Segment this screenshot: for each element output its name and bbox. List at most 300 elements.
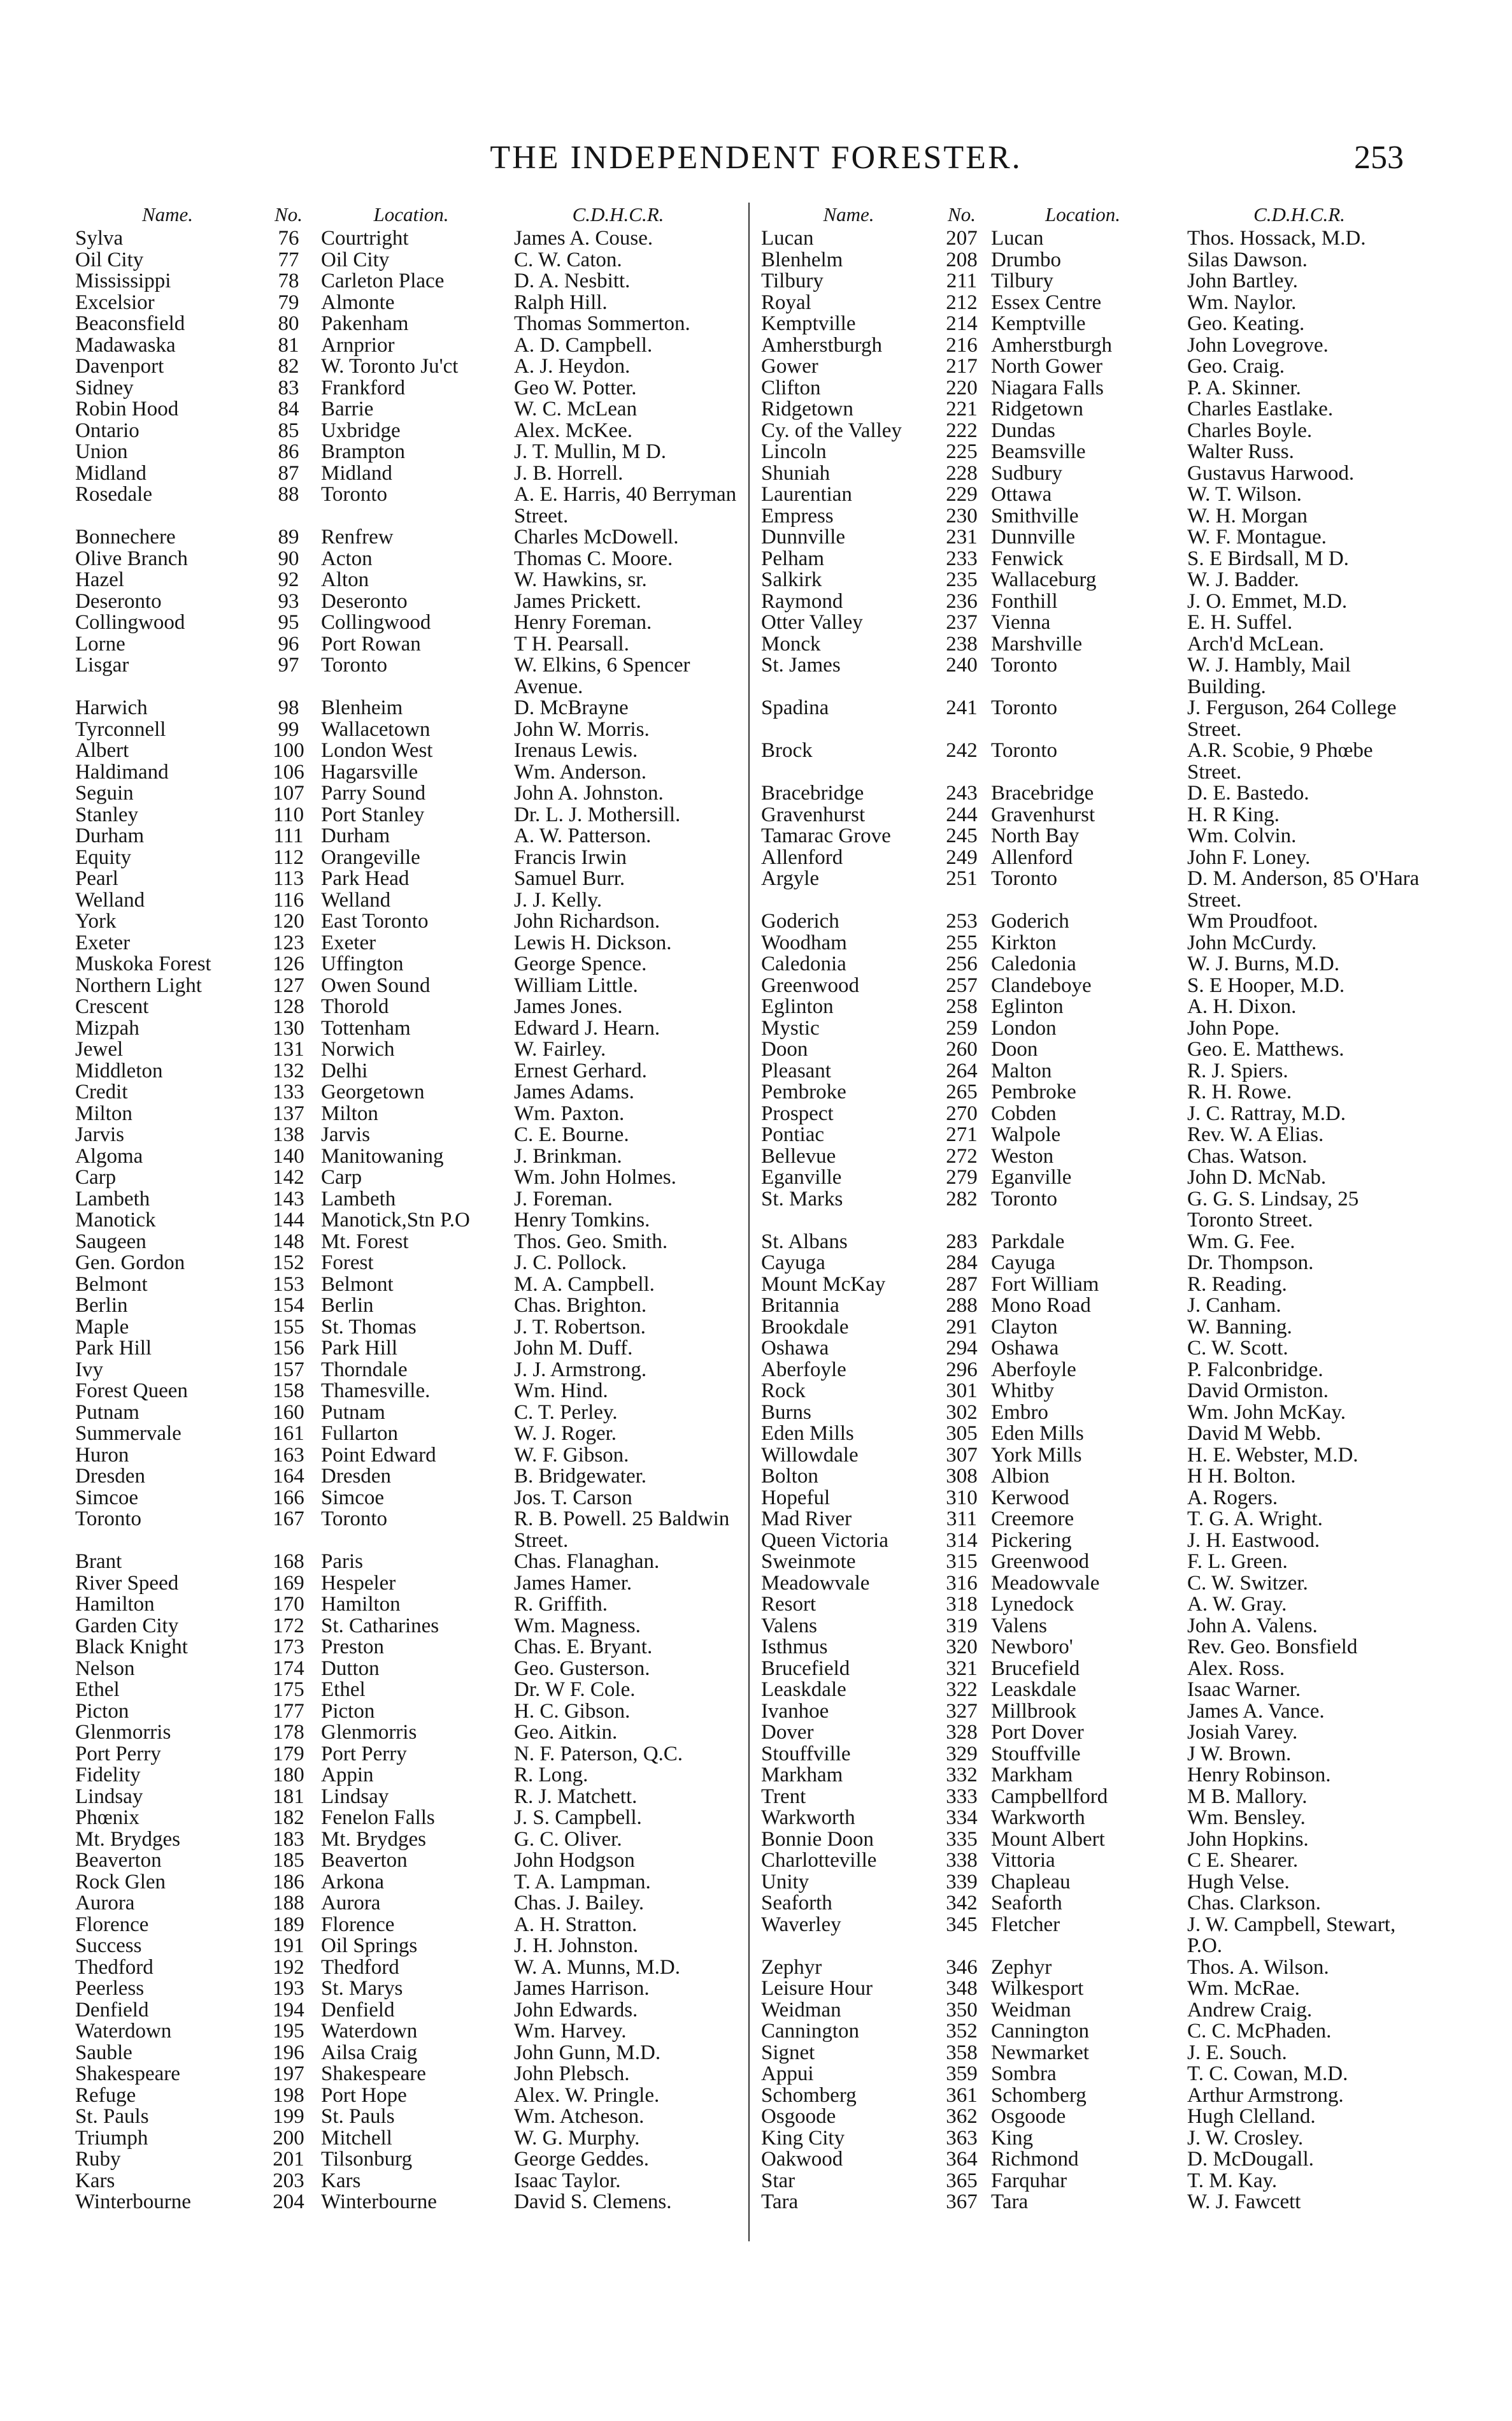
court-number: 128 bbox=[273, 995, 304, 1018]
court-officer: Geo. Craig. bbox=[1187, 355, 1285, 378]
court-number: 255 bbox=[946, 931, 978, 954]
court-location: Georgetown bbox=[321, 1081, 425, 1103]
court-name: Beaverton bbox=[75, 1849, 162, 1872]
court-number: 214 bbox=[946, 312, 978, 335]
court-number: 148 bbox=[273, 1230, 304, 1253]
entry-row bbox=[761, 1765, 1429, 1786]
court-number: 113 bbox=[273, 867, 304, 890]
court-officer: David Ormiston. bbox=[1187, 1379, 1329, 1402]
entry-row bbox=[761, 911, 1429, 933]
court-name: Cy. of the Valley bbox=[761, 419, 902, 442]
entry-row bbox=[761, 1082, 1429, 1103]
court-name: Ontario bbox=[75, 419, 139, 442]
court-location: Orangeville bbox=[321, 845, 420, 869]
court-officer: Charles Eastlake. bbox=[1187, 398, 1334, 420]
court-officer: E. H. Suffel. bbox=[1187, 611, 1293, 634]
court-name: Peerless bbox=[75, 1977, 145, 2000]
court-location: Alton bbox=[321, 568, 369, 591]
court-name: Refuge bbox=[75, 2083, 136, 2107]
court-location: Chapleau bbox=[991, 1870, 1071, 1893]
court-name: Aberfoyle bbox=[761, 1358, 846, 1381]
court-officer: D. McBrayne bbox=[514, 696, 629, 719]
court-officer: J. W. Campbell, Stewart, P.O. bbox=[1187, 1913, 1396, 1957]
court-location: Markham bbox=[991, 1764, 1073, 1786]
column-header bbox=[75, 203, 740, 227]
court-name: York bbox=[75, 910, 117, 933]
court-officer: John Bartley. bbox=[1187, 269, 1298, 292]
court-name: St. Marks bbox=[761, 1187, 843, 1210]
court-location: Toronto bbox=[991, 867, 1058, 890]
entry-row bbox=[761, 783, 1429, 805]
court-officer: Wm. McRae. bbox=[1187, 1977, 1300, 2000]
entry-row bbox=[75, 1402, 740, 1424]
court-location: Preston bbox=[321, 1635, 384, 1658]
court-number: 123 bbox=[273, 931, 304, 954]
court-number: 367 bbox=[946, 2190, 978, 2213]
court-officer: Josiah Varey. bbox=[1187, 1721, 1298, 1744]
court-officer: R. J. Spiers. bbox=[1187, 1059, 1288, 1082]
court-location: Greenwood bbox=[991, 1550, 1089, 1573]
entry-row bbox=[75, 1338, 740, 1360]
court-name: Shakespeare bbox=[75, 2062, 180, 2085]
entry-row bbox=[75, 1978, 740, 2000]
court-location: Sombra bbox=[991, 2062, 1057, 2085]
court-location: Marshville bbox=[991, 632, 1082, 656]
court-location: Richmond bbox=[991, 2148, 1079, 2171]
court-officer: J. Canham. bbox=[1187, 1294, 1281, 1317]
court-number: 339 bbox=[946, 1870, 978, 1893]
court-location: Putnam bbox=[321, 1400, 385, 1424]
court-officer: J. T. Robertson. bbox=[514, 1315, 646, 1339]
court-number: 76 bbox=[278, 227, 299, 250]
entry-row bbox=[761, 826, 1429, 847]
court-number: 92 bbox=[278, 568, 299, 591]
court-location: Tilbury bbox=[991, 269, 1053, 292]
court-location: Welland bbox=[321, 888, 391, 912]
court-location: Thamesville. bbox=[321, 1379, 431, 1402]
entry-row bbox=[75, 847, 740, 869]
entry-row bbox=[761, 1402, 1429, 1424]
court-officer: J. B. Horrell. bbox=[514, 461, 624, 485]
entry-row bbox=[75, 1488, 740, 1509]
entry-row bbox=[75, 463, 740, 485]
court-location: Osgoode bbox=[991, 2105, 1066, 2128]
court-name: Ivy bbox=[75, 1358, 103, 1381]
court-name: Mississippi bbox=[75, 269, 171, 292]
court-number: 296 bbox=[946, 1358, 978, 1381]
entry-row bbox=[761, 1573, 1429, 1595]
court-number: 178 bbox=[273, 1721, 304, 1744]
entry-row bbox=[761, 271, 1429, 292]
court-name: Pearl bbox=[75, 867, 118, 890]
court-officer: Isaac Warner. bbox=[1187, 1678, 1301, 1701]
court-location: Newmarket bbox=[991, 2041, 1089, 2064]
court-name: Algoma bbox=[75, 1144, 143, 1168]
court-location: Essex Centre bbox=[991, 291, 1102, 314]
court-location: W. Toronto Ju'ct bbox=[321, 355, 459, 378]
court-location: Toronto bbox=[991, 654, 1058, 677]
court-number: 153 bbox=[273, 1272, 304, 1296]
court-name: Putnam bbox=[75, 1400, 139, 1424]
court-location: Mt. Brydges bbox=[321, 1827, 426, 1851]
court-location: St. Pauls bbox=[321, 2105, 395, 2128]
court-name: Burns bbox=[761, 1400, 811, 1424]
court-name: Union bbox=[75, 440, 128, 463]
court-name: Oil City bbox=[75, 248, 144, 271]
court-location: Toronto bbox=[991, 739, 1058, 762]
court-officer: H. R King. bbox=[1187, 803, 1280, 826]
court-number: 334 bbox=[946, 1806, 978, 1829]
court-name: Lambeth bbox=[75, 1187, 150, 1210]
court-location: Port Perry bbox=[321, 1742, 407, 1765]
court-name: Eganville bbox=[761, 1166, 842, 1189]
court-officer: George Spence. bbox=[514, 952, 647, 975]
court-location: Deseronto bbox=[321, 589, 408, 613]
court-officer: James Hamer. bbox=[514, 1571, 632, 1595]
court-officer: R. Reading. bbox=[1187, 1272, 1287, 1296]
court-name: Schomberg bbox=[761, 2083, 857, 2107]
entry-row bbox=[761, 1253, 1429, 1274]
court-name: Olive Branch bbox=[75, 547, 188, 570]
court-name: Beaconsfield bbox=[75, 312, 185, 335]
court-location: Drumbo bbox=[991, 248, 1061, 271]
court-name: Brucefield bbox=[761, 1656, 850, 1680]
court-name: Saugeen bbox=[75, 1230, 146, 1253]
court-number: 228 bbox=[946, 461, 978, 485]
court-name: Rosedale bbox=[75, 483, 152, 506]
entry-row bbox=[75, 271, 740, 292]
court-name: Deseronto bbox=[75, 589, 162, 613]
entry-row bbox=[761, 1360, 1429, 1381]
entry-row bbox=[75, 2171, 740, 2192]
court-location: Barrie bbox=[321, 398, 374, 420]
court-officer: A. D. Campbell. bbox=[514, 333, 653, 357]
court-officer: Thos. Hossack, M.D. bbox=[1187, 227, 1366, 250]
court-location: Lambeth bbox=[321, 1187, 396, 1210]
court-number: 164 bbox=[273, 1465, 304, 1488]
court-location: Goderich bbox=[991, 910, 1069, 933]
court-name: Tyrconnell bbox=[75, 717, 166, 741]
court-number: 192 bbox=[273, 1955, 304, 1979]
court-number: 264 bbox=[946, 1059, 978, 1082]
court-officer: Lewis H. Dickson. bbox=[514, 931, 672, 954]
court-name: Laurentian bbox=[761, 483, 852, 506]
court-officer: James Harrison. bbox=[514, 1977, 650, 2000]
entry-row bbox=[761, 1701, 1429, 1723]
court-officer: Henry Robinson. bbox=[1187, 1764, 1331, 1786]
entry-row bbox=[761, 1381, 1429, 1402]
court-number: 294 bbox=[946, 1337, 978, 1360]
court-name: Leisure Hour bbox=[761, 1977, 873, 2000]
court-location: Wilkesport bbox=[991, 1977, 1084, 2000]
court-number: 314 bbox=[946, 1528, 978, 1552]
court-officer: John Plebsch. bbox=[514, 2062, 630, 2085]
court-officer: W. H. Morgan bbox=[1187, 504, 1308, 528]
court-officer: F. L. Green. bbox=[1187, 1550, 1288, 1573]
court-officer: John F. Loney. bbox=[1187, 845, 1311, 869]
court-officer: R. B. Powell. 25 Baldwin Street. bbox=[514, 1507, 730, 1552]
court-location: Dunnville bbox=[991, 526, 1075, 549]
court-number: 365 bbox=[946, 2169, 978, 2192]
court-officer: Ernest Gerhard. bbox=[514, 1059, 647, 1082]
entry-row bbox=[761, 2192, 1429, 2213]
court-officer: J. C. Pollock. bbox=[514, 1251, 627, 1274]
court-name: Bonnechere bbox=[75, 526, 176, 549]
court-officer: John W. Morris. bbox=[514, 717, 650, 741]
court-number: 169 bbox=[273, 1571, 304, 1595]
court-location: Brampton bbox=[321, 440, 405, 463]
court-number: 138 bbox=[273, 1123, 304, 1146]
court-name: Hamilton bbox=[75, 1593, 155, 1616]
court-location: Norwich bbox=[321, 1038, 395, 1061]
court-officer: R. J. Matchett. bbox=[514, 1785, 638, 1808]
court-name: Garden City bbox=[75, 1614, 179, 1637]
court-name: Britannia bbox=[761, 1294, 839, 1317]
court-location: Oil Springs bbox=[321, 1934, 418, 1957]
entry-row bbox=[75, 2064, 740, 2085]
court-officer: John A. Valens. bbox=[1187, 1614, 1318, 1637]
court-name: Aurora bbox=[75, 1892, 135, 1915]
entry-row bbox=[761, 1658, 1429, 1680]
court-location: Schomberg bbox=[991, 2083, 1087, 2107]
entry-row bbox=[761, 2064, 1429, 2085]
court-officer: Dr. Thompson. bbox=[1187, 1251, 1314, 1274]
court-name: Spadina bbox=[761, 696, 829, 719]
court-officer: C. E. Bourne. bbox=[514, 1123, 629, 1146]
court-number: 154 bbox=[273, 1294, 304, 1317]
court-number: 287 bbox=[946, 1272, 978, 1296]
entry-row bbox=[761, 2000, 1429, 2022]
court-officer: John Hopkins. bbox=[1187, 1827, 1309, 1851]
court-location: Toronto bbox=[991, 696, 1058, 719]
court-number: 352 bbox=[946, 2020, 978, 2043]
entry-row bbox=[75, 868, 740, 890]
court-officer: Wm. Anderson. bbox=[514, 760, 647, 784]
court-officer: A. W. Gray. bbox=[1187, 1593, 1287, 1616]
court-name: Exeter bbox=[75, 931, 131, 954]
court-location: Pickering bbox=[991, 1528, 1072, 1552]
entry-row bbox=[761, 1679, 1429, 1701]
court-number: 338 bbox=[946, 1849, 978, 1872]
court-officer: C. W. Switzer. bbox=[1187, 1571, 1308, 1595]
court-name: Black Knight bbox=[75, 1635, 188, 1658]
court-name: Credit bbox=[75, 1081, 128, 1103]
court-name: Park Hill bbox=[75, 1337, 152, 1360]
header-name: Name. bbox=[823, 203, 874, 226]
court-officer: J. S. Campbell. bbox=[514, 1806, 642, 1829]
court-number: 199 bbox=[273, 2105, 304, 2128]
court-name: Port Perry bbox=[75, 1742, 161, 1765]
court-location: Wallacetown bbox=[321, 717, 431, 741]
court-officer: M. A. Campbell. bbox=[514, 1272, 655, 1296]
court-name: Raymond bbox=[761, 589, 843, 613]
court-officer: W. F. Gibson. bbox=[514, 1443, 629, 1467]
court-location: St. Marys bbox=[321, 1977, 403, 2000]
court-number: 98 bbox=[278, 696, 299, 719]
entry-row bbox=[75, 612, 740, 634]
court-number: 283 bbox=[946, 1230, 978, 1253]
court-location: Oil City bbox=[321, 248, 390, 271]
court-location: Milton bbox=[321, 1102, 378, 1125]
court-number: 172 bbox=[273, 1614, 304, 1637]
entry-row bbox=[75, 2149, 740, 2171]
header-name: Name. bbox=[141, 203, 194, 226]
court-location: Allenford bbox=[991, 845, 1073, 869]
court-number: 208 bbox=[946, 248, 978, 271]
entry-row bbox=[761, 356, 1429, 378]
entry-row bbox=[761, 1915, 1429, 1957]
entry-row bbox=[75, 1189, 740, 1210]
right-entries bbox=[761, 228, 1429, 2213]
header-no: No. bbox=[275, 203, 303, 226]
court-officer: W. T. Wilson. bbox=[1187, 483, 1302, 506]
entry-row bbox=[75, 1807, 740, 1829]
court-officer: Rev. W. A Elias. bbox=[1187, 1123, 1324, 1146]
court-officer: A. E. Harris, 40 Berryman Street. bbox=[514, 483, 737, 528]
court-name: Eglinton bbox=[761, 995, 834, 1018]
court-location: Farquhar bbox=[991, 2169, 1067, 2192]
court-officer: Wm. Hind. bbox=[514, 1379, 608, 1402]
court-officer: J. O. Emmet, M.D. bbox=[1187, 589, 1348, 613]
court-officer: John D. McNab. bbox=[1187, 1166, 1327, 1189]
court-officer: John M. Duff. bbox=[514, 1337, 633, 1360]
court-officer: A. W. Patterson. bbox=[514, 824, 652, 847]
court-location: Tottenham bbox=[321, 1016, 411, 1040]
entry-row bbox=[75, 1872, 740, 1893]
court-officer: James A. Vance. bbox=[1187, 1699, 1325, 1723]
court-number: 348 bbox=[946, 1977, 978, 2000]
court-name: Trent bbox=[761, 1785, 806, 1808]
court-number: 291 bbox=[946, 1315, 978, 1339]
court-number: 168 bbox=[273, 1550, 304, 1573]
court-name: Harwich bbox=[75, 696, 148, 719]
court-name: Tilbury bbox=[761, 269, 824, 292]
court-number: 222 bbox=[946, 419, 978, 442]
court-name: Star bbox=[761, 2169, 795, 2192]
entry-row bbox=[761, 1551, 1429, 1573]
court-officer: Wm. Colvin. bbox=[1187, 824, 1297, 847]
court-location: Thorndale bbox=[321, 1358, 408, 1381]
court-number: 321 bbox=[946, 1656, 978, 1680]
court-number: 155 bbox=[273, 1315, 304, 1339]
court-name: Resort bbox=[761, 1593, 817, 1616]
court-number: 329 bbox=[946, 1742, 978, 1765]
court-location: Arnprior bbox=[321, 333, 395, 357]
court-officer: J W. Brown. bbox=[1187, 1742, 1292, 1765]
entry-row bbox=[761, 1039, 1429, 1061]
court-officer: Wm. Bensley. bbox=[1187, 1806, 1306, 1829]
entry-row bbox=[761, 378, 1429, 399]
court-number: 193 bbox=[273, 1977, 304, 2000]
court-location: Port Stanley bbox=[321, 803, 425, 826]
court-number: 170 bbox=[273, 1593, 304, 1616]
court-location: Blenheim bbox=[321, 696, 403, 719]
court-location: Clandeboye bbox=[991, 973, 1092, 997]
entry-row bbox=[75, 890, 740, 912]
court-officer: R. H. Rowe. bbox=[1187, 1081, 1292, 1103]
court-name: Thedford bbox=[75, 1955, 153, 1979]
court-name: Florence bbox=[75, 1913, 149, 1936]
court-number: 328 bbox=[946, 1721, 978, 1744]
court-officer: S. E Hooper, M.D. bbox=[1187, 973, 1345, 997]
court-location: Port Dover bbox=[991, 1721, 1084, 1744]
court-officer: T. A. Lampman. bbox=[514, 1870, 651, 1893]
court-number: 110 bbox=[273, 803, 304, 826]
court-number: 363 bbox=[946, 2126, 978, 2150]
entry-row bbox=[761, 2043, 1429, 2064]
court-number: 166 bbox=[273, 1486, 304, 1509]
court-number: 133 bbox=[273, 1081, 304, 1103]
court-location: Toronto bbox=[321, 483, 388, 506]
court-number: 78 bbox=[278, 269, 299, 292]
court-name: Allenford bbox=[761, 845, 843, 869]
court-officer: Henry Tomkins. bbox=[514, 1209, 650, 1232]
court-location: Pembroke bbox=[991, 1081, 1076, 1103]
court-officer: Thomas Sommerton. bbox=[514, 312, 690, 335]
court-name: Otter Valley bbox=[761, 611, 863, 634]
court-location: Belmont bbox=[321, 1272, 394, 1296]
court-location: Weston bbox=[991, 1144, 1054, 1168]
entry-row bbox=[75, 1423, 740, 1445]
court-officer: W. J. Roger. bbox=[514, 1422, 617, 1445]
page-header bbox=[0, 133, 1512, 183]
court-number: 322 bbox=[946, 1678, 978, 1701]
court-number: 174 bbox=[273, 1656, 304, 1680]
court-number: 279 bbox=[946, 1166, 978, 1189]
court-number: 80 bbox=[278, 312, 299, 335]
entry-row bbox=[75, 954, 740, 975]
court-name: Caledonia bbox=[761, 952, 846, 975]
court-name: Blenhelm bbox=[761, 248, 843, 271]
court-name: Kars bbox=[75, 2169, 115, 2192]
court-number: 265 bbox=[946, 1081, 978, 1103]
court-officer: Arthur Armstrong. bbox=[1187, 2083, 1344, 2107]
court-name: Kemptville bbox=[761, 312, 856, 335]
court-name: Zephyr bbox=[761, 1955, 822, 1979]
court-location: Forest bbox=[321, 1251, 374, 1274]
court-officer: Hugh Velse. bbox=[1187, 1870, 1290, 1893]
court-location: Manitowaning bbox=[321, 1144, 444, 1168]
court-name: Queen Victoria bbox=[761, 1528, 888, 1552]
entry-row bbox=[761, 954, 1429, 975]
court-name: Northern Light bbox=[75, 973, 202, 997]
court-location: Malton bbox=[991, 1059, 1052, 1082]
court-number: 216 bbox=[946, 333, 978, 357]
court-location: Vittoria bbox=[991, 1849, 1055, 1872]
entry-row bbox=[761, 612, 1429, 634]
court-number: 189 bbox=[273, 1913, 304, 1936]
court-officer: P. Falconbridge. bbox=[1187, 1358, 1323, 1381]
court-location: Collingwood bbox=[321, 611, 431, 634]
court-location: Waterdown bbox=[321, 2020, 418, 2043]
court-name: Willowdale bbox=[761, 1443, 859, 1467]
court-officer: T. M. Kay. bbox=[1187, 2169, 1278, 2192]
court-location: Mitchell bbox=[321, 2126, 392, 2150]
entry-row bbox=[761, 868, 1429, 911]
entry-row bbox=[75, 1295, 740, 1317]
court-number: 350 bbox=[946, 1998, 978, 2022]
entry-row bbox=[761, 570, 1429, 591]
court-number: 126 bbox=[273, 952, 304, 975]
court-number: 259 bbox=[946, 1016, 978, 1040]
court-officer: D. McDougall. bbox=[1187, 2148, 1314, 2171]
court-name: Albert bbox=[75, 739, 129, 762]
court-location: North Gower bbox=[991, 355, 1103, 378]
court-name: Carp bbox=[75, 1166, 117, 1189]
court-officer: Alex. Ross. bbox=[1187, 1656, 1285, 1680]
court-number: 333 bbox=[946, 1785, 978, 1808]
entry-row bbox=[75, 1616, 740, 1637]
